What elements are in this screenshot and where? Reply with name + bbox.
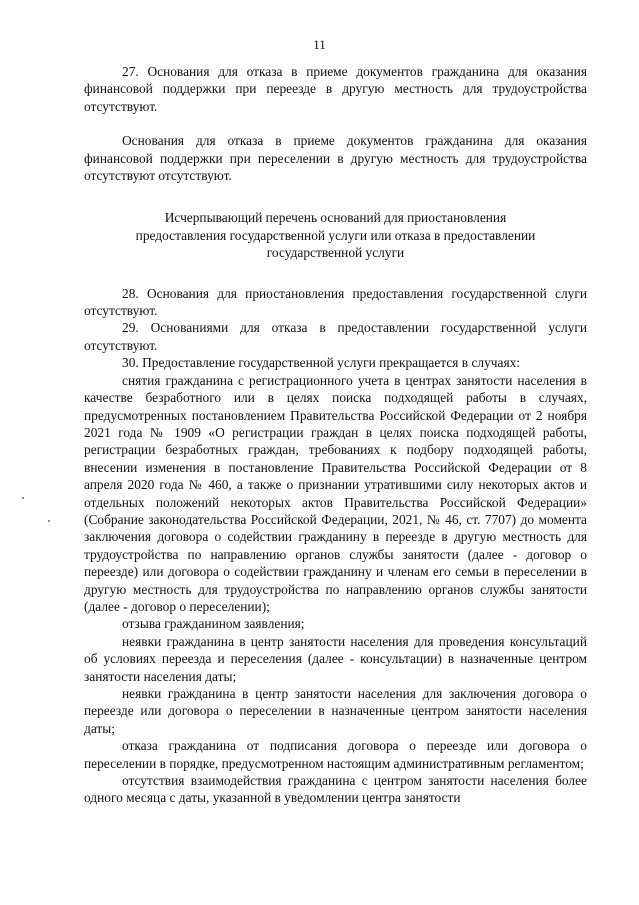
document-body (84, 63, 587, 807)
case-withdrawal: отзыва гражданином заявления; (122, 616, 305, 632)
case-no-show-consultation: неявки гражданина в центр занятости населения для проведения консультаций об условиях переезда и переселения (далее - консультации) в назначенные центром занятости населения даты; (84, 633, 587, 684)
paragraph-29: 29. Основаниями для отказа в предоставлении государственной услуги отсутствуют. (84, 320, 587, 353)
paragraph-28: 28. Основания для приостановления предоставления государственной слуги отсутствуют. (84, 285, 587, 319)
case-no-show-contract: неявки гражданина в центр занятости населения для заключения договора о переезде или договора о переселении в назначенные центром занятости населения даты; (84, 686, 587, 736)
heading-line: предоставления государственной услуги или отказа в предоставлении (135, 227, 536, 243)
page-number: 11 (313, 37, 326, 52)
case-no-interaction: отсутствия взаимодействия гражданина с центром занятости населения более одного месяца с даты, указанной в уведомлении центра занятости (84, 773, 587, 806)
paragraph-27-note: Основания для отказа в приеме документов гражданина для оказания финансовой поддержки при переселении в другую местность для трудоустройства отсутствуют отсутствуют. (84, 133, 587, 184)
paragraph-27: 27. Основания для отказа в приеме документов гражданина для оказания финансовой поддержки при переезде в другую местность для трудоустройства отсутствуют. (84, 64, 587, 114)
heading-line: государственной услуги (266, 245, 405, 261)
heading-line: Исчерпывающий перечень оснований для приостановления (164, 210, 507, 226)
scan-speck (22, 497, 24, 499)
paragraph-30: 30. Предоставление государственной услуги прекращается в случаях: (122, 355, 521, 371)
case-refusal-to-sign: отказа гражданина от подписания договора о переезде или договора о переселении в порядке, предусмотренном настоящим административным регламентом; (84, 738, 587, 771)
case-deregistration: снятия гражданина с регистрационного учета в центрах занятости населения в качестве безработного или в целях поиска подходящей работы в случаях, предусмотренных постановлением Правительства Российской Федерации от 2 ноября 2021 года № 1909 «О регистрации граждан в целях поиска подходящей работы, регистрации безработных граждан, требованиях к подбору подходящей работы, внесении изменения в постановление Правительства Российской Федерации от 8 апреля 2020 года № 460, а также о признании утратившими силу некоторых актов и отдельных положений некоторых актов Правительства Российской Федерации» (Собрание законодательства Российской Федерации, 2021, № 46, ст. 7707) до момента заключения договора о содействии гражданину в переезде в другую местность для трудоустройства по направлению органов службы занятости (далее - договор о переезде) или договора о содействии гражданину и членам его семьи в переселении в другую местность для трудоустройства по направлению органов службы занятости (далее - договор о переселении); (84, 372, 587, 614)
scan-speck (48, 520, 50, 522)
section-heading (84, 209, 587, 261)
